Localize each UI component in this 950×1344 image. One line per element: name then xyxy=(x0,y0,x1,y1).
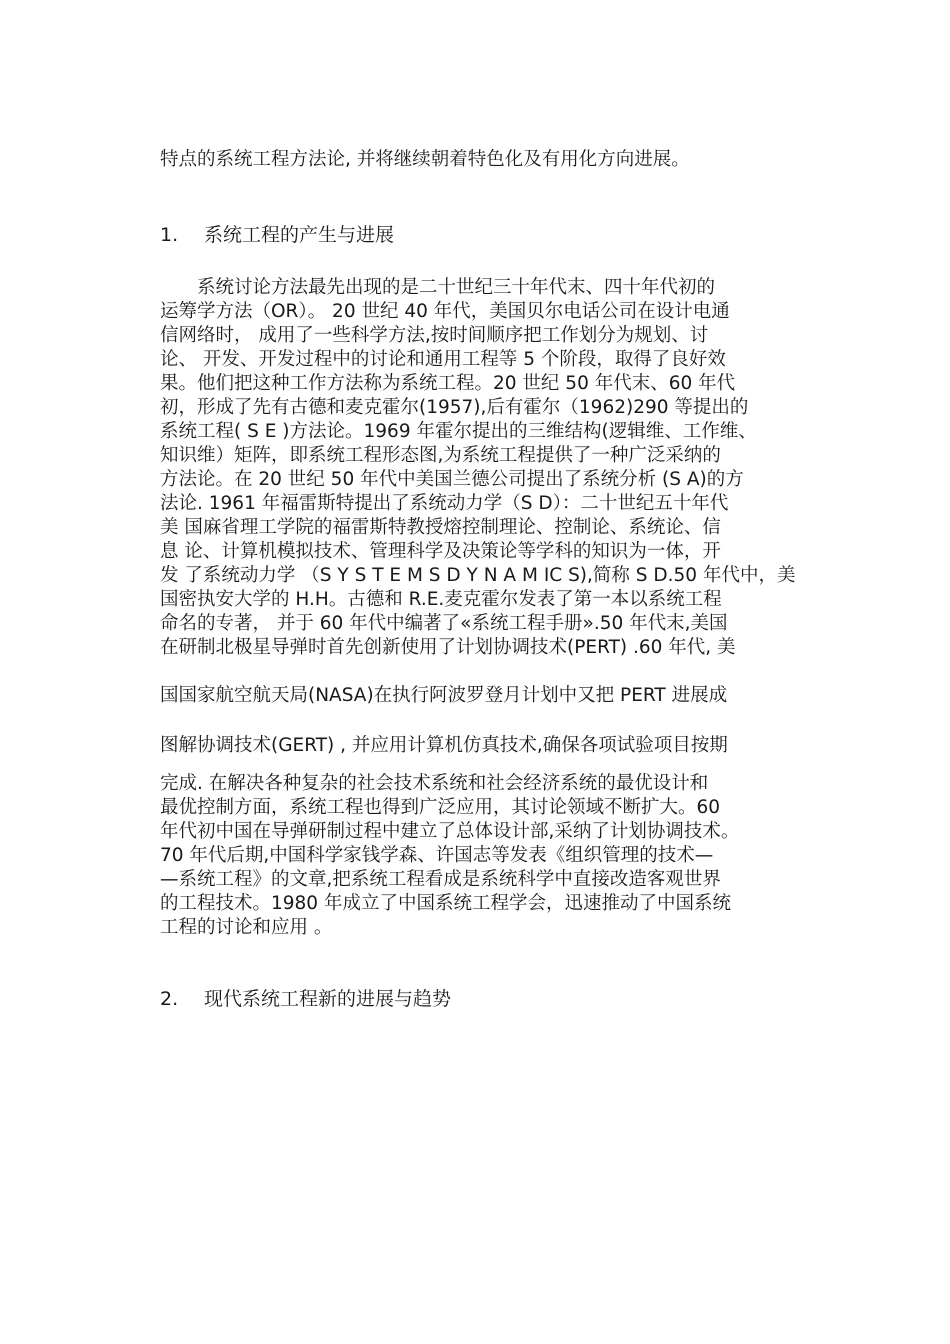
paragraph-line: 最优控制方面，系统工程也得到广泛应用，其讨论领域不断扩大。60 xyxy=(160,797,721,818)
intro-text-line: 特点的系统工程方法论, 并将继续朝着特色化及有用化方向进展。 xyxy=(160,149,690,170)
nasa-text-line: 国国家航空航天局(NASA)在执行阿波罗登月计划中又把 PERT 进展成 xyxy=(160,685,728,706)
section-2-title: 现代系统工程新的进展与趋势 xyxy=(204,988,452,1010)
paragraph-line: 系统工程( S E )方法论。1969 年霍尔提出的三维结构(逻辑维、工作维、 xyxy=(160,421,757,442)
paragraph-line: 果。他们把这种工作方法称为系统工程。20 世纪 50 年代末、60 年代 xyxy=(160,373,736,394)
section-1-title: 系统工程的产生与进展 xyxy=(204,224,395,246)
paragraph-line: 方法论。在 20 世纪 50 年代中美国兰德公司提出了系统分析 (S A)的方 xyxy=(160,469,744,490)
section-2-number: 2. xyxy=(160,988,179,1010)
paragraph-line: 工程的讨论和应用 。 xyxy=(160,917,333,938)
paragraph-line: 运筹学方法（OR）。 20 世纪 40 年代，美国贝尔电话公司在设计电通 xyxy=(160,301,730,322)
paragraph-line: 命名的专著， 并于 60 年代中编著了«系统工程手册».50 年代末,美国 xyxy=(160,613,728,634)
paragraph-line: 系统讨论方法最先出现的是二十世纪三十年代末、四十年代初的 xyxy=(160,277,716,298)
gert-text-line: 图解协调技术(GERT) , 并应用计算机仿真技术,确保各项试验项目按期 xyxy=(160,735,728,756)
paragraph-line: 70 年代后期,中国科学家钱学森、许国志等发表《组织管理的技术— xyxy=(160,845,714,866)
paragraph-line: 初，形成了先有古德和麦克霍尔(1957),后有霍尔（1962)290 等提出的 xyxy=(160,397,749,418)
section-2-heading xyxy=(160,986,850,1012)
paragraph-line: —系统工程》的文章,把系统工程看成是系统科学中直接改造客观世界 xyxy=(160,869,721,890)
paragraph-line: 法论. 1961 年福雷斯特提出了系统动力学（S D）：二十世纪五十年代 xyxy=(160,493,729,514)
paragraph-line: 的工程技术。1980 年成立了中国系统工程学会，迅速推动了中国系统 xyxy=(160,893,731,914)
paragraph-line: 息 论、计算机模拟技术、管理科学及决策论等学科的知识为一体，开 xyxy=(160,541,721,562)
paragraph-line: 年代初中国在导弹研制过程中建立了总体设计部,采纳了计划协调技术。 xyxy=(160,821,740,842)
section-1-number: 1. xyxy=(160,224,179,246)
paragraph-line: 在研制北极星导弹时首先创新使用了计划协调技术(PERT) .60 年代, 美 xyxy=(160,637,736,658)
paragraph-line: 信网络时， 成用了一些科学方法,按时间顺序把工作划分为规划、讨 xyxy=(160,325,709,346)
paragraph-line: 完成. 在解决各种复杂的社会技术系统和社会经济系统的最优设计和 xyxy=(160,773,709,794)
paragraph-line: 论、 开发、开发过程中的讨论和通用工程等 5 个阶段，取得了良好效 xyxy=(160,349,726,370)
paragraph-line: 知识维）矩阵，即系统工程形态图,为系统工程提供了一种广泛采纳的 xyxy=(160,445,721,466)
paragraph-line: 国密执安大学的 H.H。古德和 R.E.麦克霍尔发表了第一本以系统工程 xyxy=(160,589,722,610)
section-1-heading xyxy=(160,222,850,248)
paragraph-line: 美 国麻省理工学院的福雷斯特教授熔控制理论、控制论、系统论、信 xyxy=(160,517,721,538)
paragraph-line: 发 了系统动力学 （S Y S T E M S D Y N A M IC S),简称 S D.50 年代中，美 xyxy=(160,565,796,586)
